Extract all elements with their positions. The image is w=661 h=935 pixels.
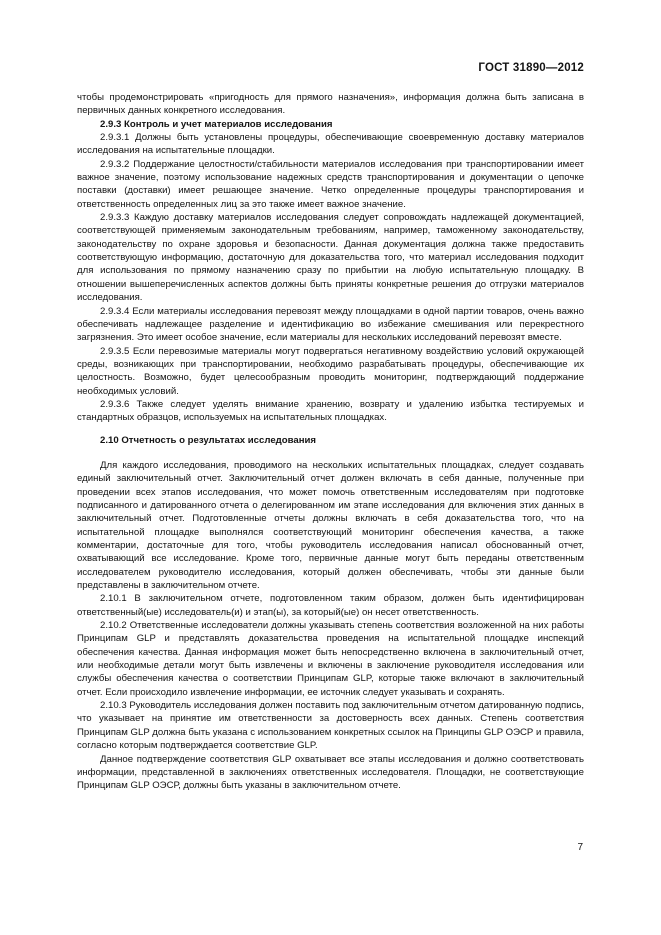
- paragraph: 2.10.2 Ответственные исследователи должны указывать степень соответствия возложенной на них работы Принципам GLP и представлять доказательства проведения на испытательной площадке инспекций обеспечения качества. Данная информация может быть непосредственно включена в заключительный отчет, или необходимые детали могут быть извлечены и включены в заключение руководителя исследования или службы обеспечения качества о соответствии Принципам GLP, которые также включают в заключительный отчет. Если происходило извлечение информации, ее источник следует указывать и сохранять.: [77, 620, 584, 698]
- paragraph: 2.9.3.3 Каждую доставку материалов исследования следует сопровождать надлежащей документацией, соответствующей применяемым законодательным требованиям, например, таможенному законодательству, законодательству по охране здоровья и безопасности. Данная документация должна также предоставить соответствующую информацию, достаточную для доказательства того, что материал исследования подходит для использования по прямому назначению сразу по прибытии на любую испытательную площадку. В отношении вышеперечисленных аспектов должны быть приняты конкретные решения до отгрузки материалов исследования.: [77, 212, 584, 304]
- paragraph: 2.9.3.2 Поддержание целостности/стабильности материалов исследования при транспортировании имеет важное значение, поэтому использование надежных средств транспортирования и документации о цепочке поставки (доставки) имеет решающее значение. Четко определенные процедуры транспортирования и ответственность определенных лиц за это также имеет важное значение.: [77, 158, 584, 210]
- document-header: ГОСТ 31890—2012: [478, 62, 584, 74]
- paragraph: 2.10.3 Руководитель исследования должен поставить под заключительным отчетом датированную подпись, что указывает на принятие им ответственности за достоверность всех данных. Степень соответствия Принципам GLP должна быть указана с использованием конкретных ссылок на Принципы GLP ОЭСР и правила, согласно которым подтверждается соответствие GLP.: [77, 700, 584, 752]
- section-heading: 2.10 Отчетность о результатах исследования: [100, 434, 316, 446]
- paragraph: 2.9.3.6 Также следует уделять внимание хранению, возврату и удалению избытка тестируемых и стандартных образцов, используемых на испытательных площадках.: [77, 398, 584, 424]
- paragraph: чтобы продемонстрировать «пригодность для прямого назначения», информация должна быть записана в первичных данных конкретного исследования.: [77, 92, 584, 117]
- paragraph: 2.9.3.1 Должны быть установлены процедуры, обеспечивающие своевременную доставку материалов исследования на испытательные площадки.: [77, 132, 584, 157]
- paragraph: 2.10.1 В заключительном отчете, подготовленном таким образом, должен быть идентифицирован ответственный(ые) исследователь(и) и этап(ы), за который(ые) он несет ответственность.: [77, 593, 584, 618]
- document-body: [77, 91, 584, 793]
- paragraph: 2.9.3.4 Если материалы исследования перевозят между площадками в одной партии товаров, очень важно обеспечивать надлежащее разделение и идентификацию во избежание смешивания или перекрестного загрязнения. Это имеет особое значение, если материалы для нескольких исследований перевозят вместе.: [77, 305, 584, 344]
- subsection-heading: 2.9.3 Контроль и учет материалов исследования: [100, 118, 333, 130]
- paragraph: Для каждого исследования, проводимого на нескольких испытательных площадках, следует создавать единый заключительный отчет. Заключительный отчет должен включать в себя данные, полученные при проведении всех этапов исследования, что может помочь ответственным исследователям при подготовке подписанного и датированного отчета о делегированном им этапе исследования для включения этих данных в заключительный отчет. Подготовленные отчеты должны включать в себя доказательства того, что на испытательной площадке выполнялся соответствующий мониторинг обеспечения качества, а также комментарии, достаточные для того, чтобы руководитель исследования написал обоснованный отчет, охватывающий все исследование. Кроме того, первичные данные могут быть переданы ответственным исследователем руководителю исследования, который должен обеспечивать, чтобы эти данные были представлены в заключительном отчете.: [77, 459, 584, 592]
- paragraph: Данное подтверждение соответствия GLP охватывает все этапы исследования и должно соответствовать информации, представленной в заключениях ответственных исследователя. Площадки, не соответствующие Принципам GLP ОЭСР, должны быть указаны в заключительном отчете.: [77, 753, 584, 792]
- page-number: 7: [577, 842, 583, 853]
- paragraph: 2.9.3.5 Если перевозимые материалы могут подвергаться негативному воздействию условий окружающей среды, возникающих при транспортировании, необходимо разрабатывать процедуры, обеспечивающие их целостность. Возможно, будет целесообразным проводить мониторинг, подтверждающий поддержание необходимых условий.: [77, 345, 584, 397]
